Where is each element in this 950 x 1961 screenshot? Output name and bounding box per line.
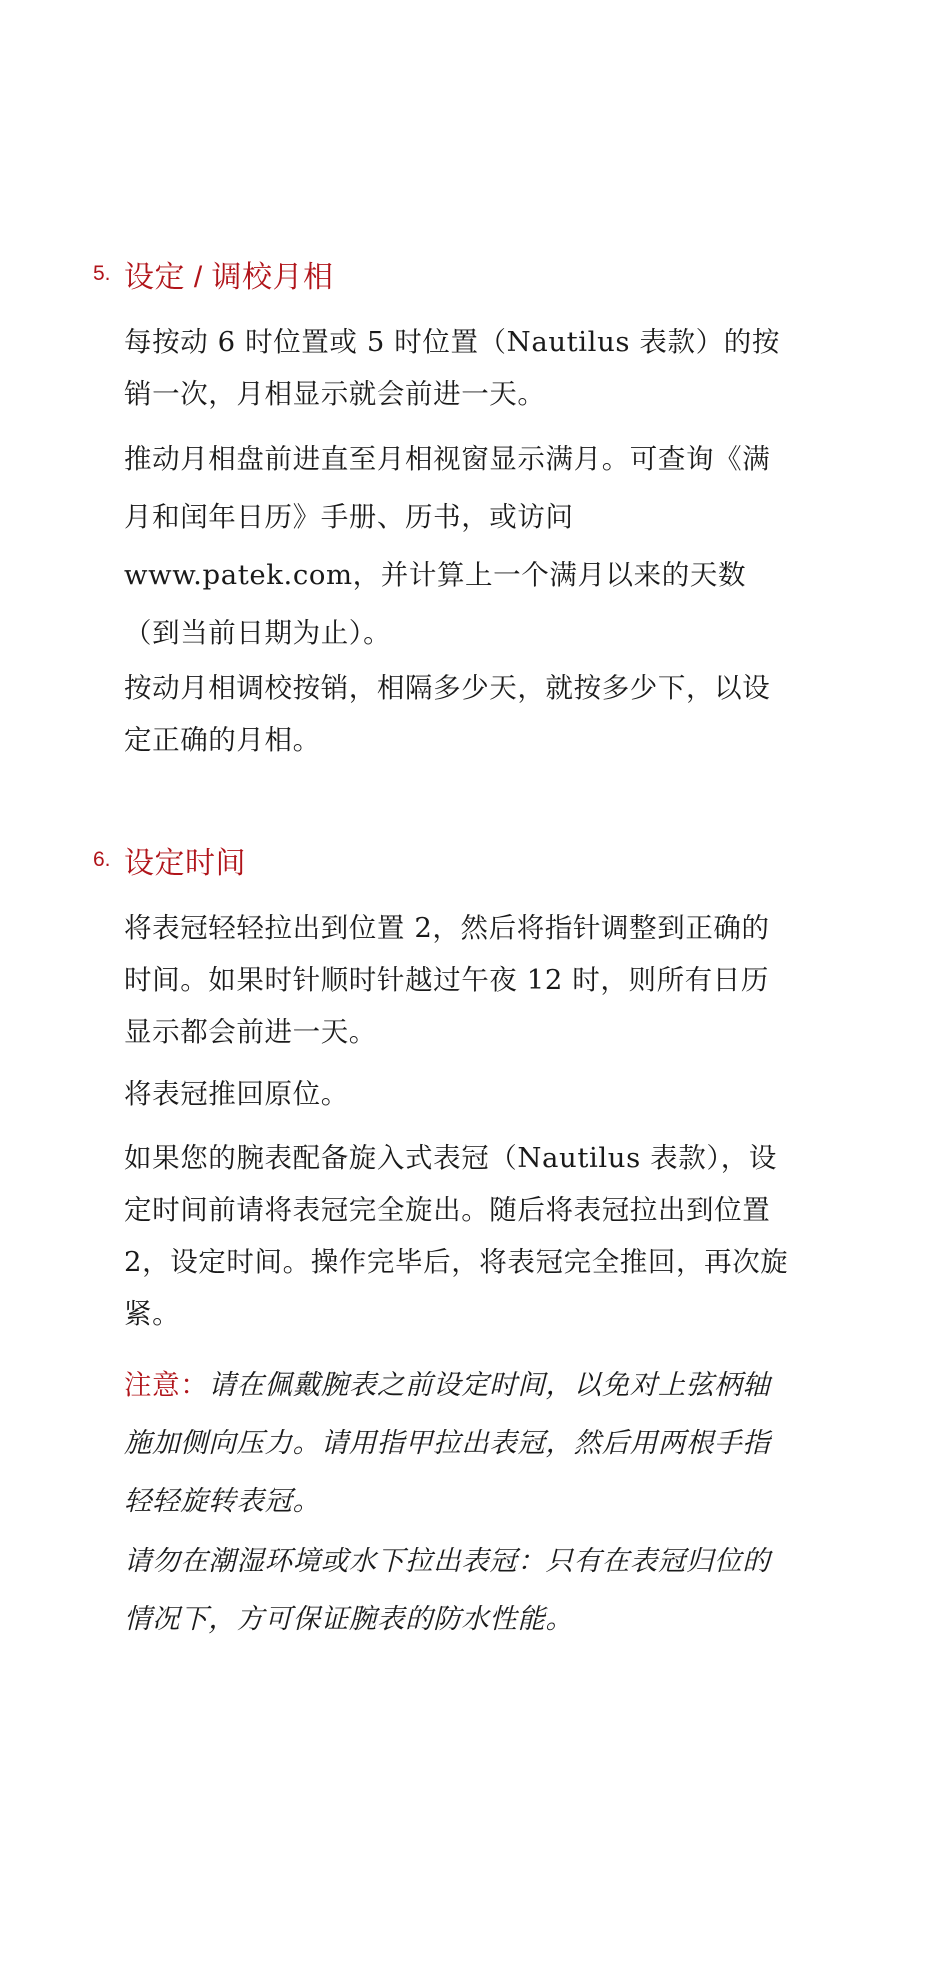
section-heading	[0, 838, 950, 882]
section-set-time	[0, 838, 950, 1635]
note-label: 注意：	[124, 1369, 209, 1401]
section-title: 设定时间	[124, 847, 246, 880]
section-title: 设定 / 调校月相	[124, 261, 334, 294]
note-text: 请在佩戴腕表之前设定时间，以免对上弦柄轴施加侧向压力。请用指甲拉出表冠，然后用两根手指轻轻旋转表冠。	[124, 1369, 771, 1517]
paragraph: 将表冠轻轻拉出到位置 2，然后将指针调整到正确的时间。如果时针顺时针越过午夜 12 时，则所有日历显示都会前进一天。	[124, 912, 770, 1048]
paragraph: 将表冠推回原位。	[124, 1078, 349, 1110]
section-number: 5.	[93, 262, 111, 285]
paragraph: 如果您的腕表配备旋入式表冠（Nautilus 表款），设定时间前请将表冠完全旋出。随后将表冠拉出到位置 2，设定时间。操作完毕后，将表冠完全推回，再次旋紧。	[124, 1142, 789, 1330]
section-number: 6.	[93, 848, 111, 871]
note-paragraph	[124, 1356, 789, 1530]
paragraph: 每按动 6 时位置或 5 时位置（Nautilus 表款）的按销一次，月相显示就会前进一天。	[124, 326, 780, 410]
section-moon-phase	[0, 252, 950, 756]
paragraph: 推动月相盘前进直至月相视窗显示满月。可查询《满月和闰年日历》手册、历书，或访问 www.patek.com，并计算上一个满月以来的天数（到当前日期为止）。	[124, 443, 771, 649]
section-heading	[0, 252, 950, 296]
paragraph: 按动月相调校按销，相隔多少天，就按多少下，以设定正确的月相。	[124, 672, 771, 756]
warning-paragraph: 请勿在潮湿环境或水下拉出表冠：只有在表冠归位的情况下，方可保证腕表的防水性能。	[124, 1545, 771, 1635]
